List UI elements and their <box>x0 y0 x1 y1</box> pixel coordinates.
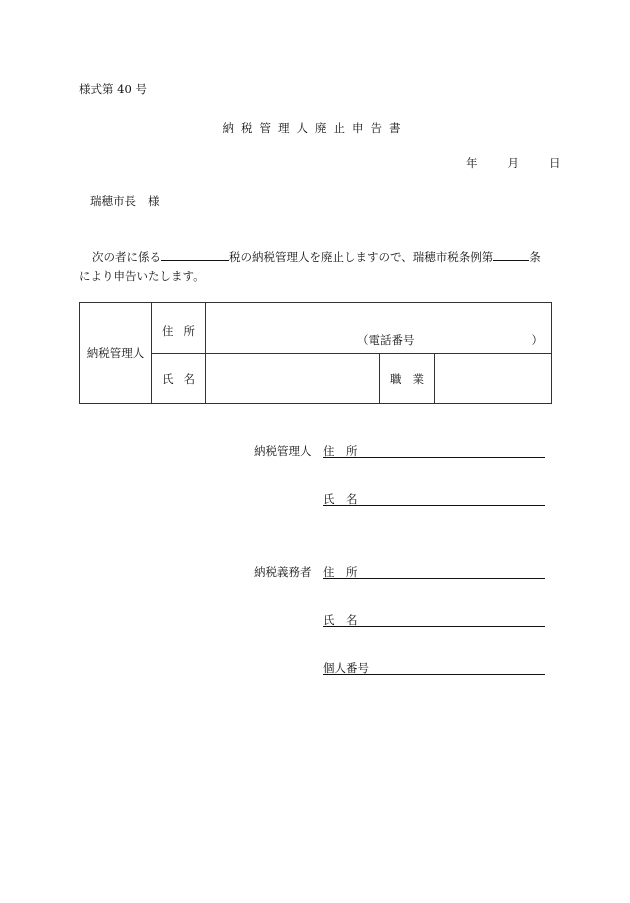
document-title: 納税管理人廃止申告書 <box>222 121 408 135</box>
taxpayer-sign-role: 納税義務者 <box>254 565 312 579</box>
taxpayer-address-line[interactable] <box>323 578 545 579</box>
date-line <box>466 155 561 171</box>
manager-sign-role: 納税管理人 <box>254 444 312 458</box>
address-label-cell <box>152 303 206 354</box>
tax-type-blank[interactable] <box>161 248 229 261</box>
occupation-label: 職 業 <box>390 371 424 386</box>
taxpayer-name-line[interactable] <box>323 626 545 627</box>
article-number-blank[interactable] <box>493 248 529 261</box>
phone-label: （電話番号 <box>357 333 415 347</box>
addressee <box>90 193 160 209</box>
manager-row-header: 納税管理人 <box>80 303 152 404</box>
occupation-label-cell <box>380 354 435 404</box>
taxpayer-sign-address-label: 住 所 <box>323 565 358 579</box>
manager-info-table <box>79 302 552 404</box>
manager-name-line[interactable] <box>323 505 545 506</box>
manager-sign-address-label: 住 所 <box>323 444 358 458</box>
phone-number-field <box>357 332 543 348</box>
taxpayer-personal-number-line[interactable] <box>323 674 545 675</box>
taxpayer-sign-personal-number-label: 個人番号 <box>323 661 369 675</box>
name-label-cell <box>152 354 206 404</box>
addressee-name: 瑞穂市長 <box>90 194 136 208</box>
manager-address-line[interactable] <box>323 457 545 458</box>
addressee-honorific: 様 <box>148 194 160 208</box>
manager-sign-name-label: 氏 名 <box>323 492 358 506</box>
address-field[interactable] <box>206 303 552 354</box>
date-year-label: 年 <box>466 156 478 170</box>
body-line-2: により申告いたします。 <box>79 269 205 283</box>
address-label: 住 所 <box>162 324 195 338</box>
body-text-a: 次の者に係る <box>92 250 161 264</box>
form-number: 様式第 40 号 <box>79 82 147 96</box>
body-text-b: 税の納税管理人を廃止しますので、瑞穂市税条例第 <box>229 250 494 264</box>
phone-close-paren: ） <box>531 333 544 347</box>
name-field[interactable] <box>206 354 380 404</box>
name-label: 氏 名 <box>162 371 195 386</box>
occupation-field[interactable] <box>435 354 552 404</box>
taxpayer-sign-name-label: 氏 名 <box>323 613 358 627</box>
body-text-c: 条 <box>529 250 541 264</box>
date-day-label: 日 <box>549 156 561 170</box>
date-month-label: 月 <box>507 156 519 170</box>
body-line-1 <box>92 248 541 265</box>
